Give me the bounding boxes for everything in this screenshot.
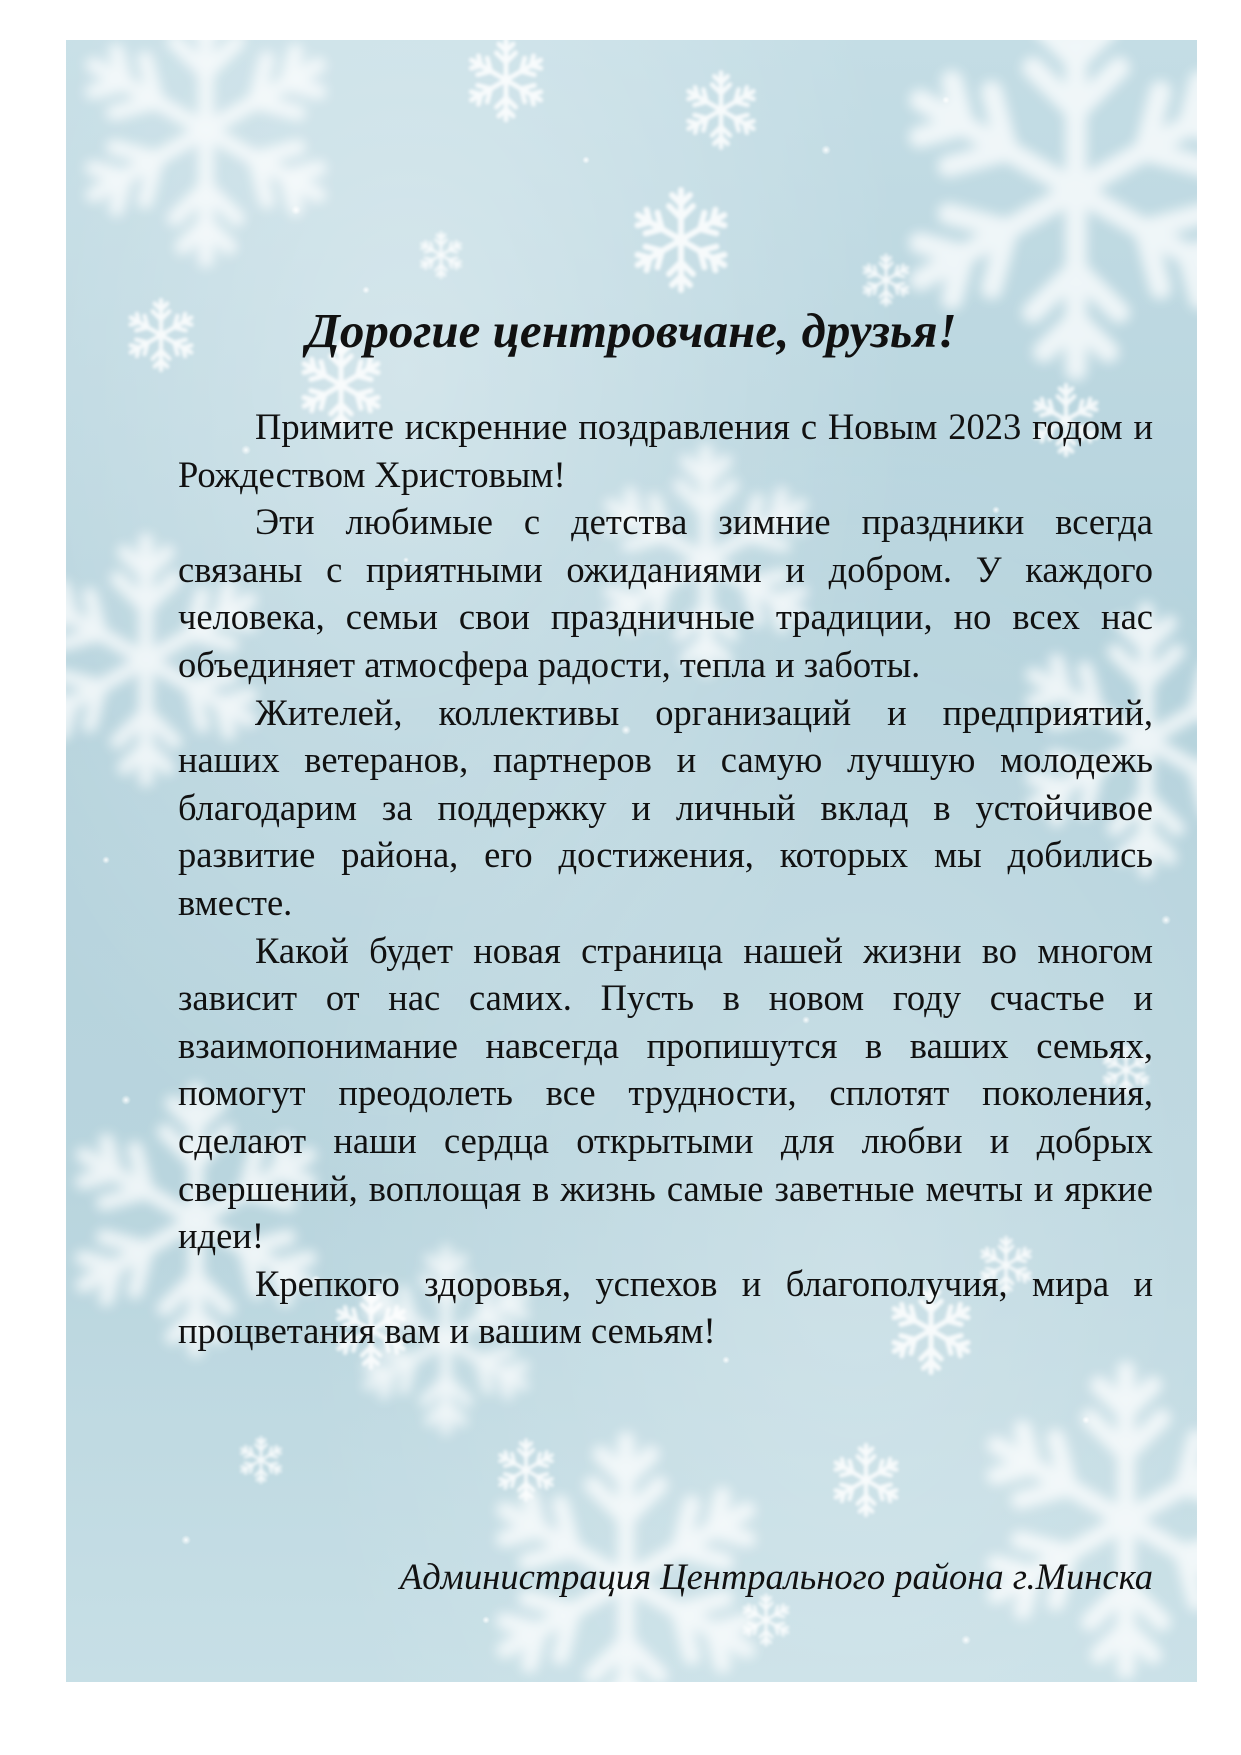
letter-signature: Администрация Центрального района г.Минска [399,1556,1153,1597]
paragraph-greeting: Примите искренние поздравления с Новым 2023 годом и Рождеством Христовым! [178,406,1153,495]
letter-content [66,40,1197,1682]
paragraph-wishes: Какой будет новая страница нашей жизни во многом зависит от нас самих. Пусть в новом году счастье и взаимопонимание навсегда пропишутся в ваших семьях, помогут преодолеть все трудности, сплотят поколения, сделают наши сердца открытыми для любви и добрых свершений, воплощая в жизнь самые заветные мечты и яркие идеи! [178,929,1153,1257]
paragraph-gratitude: Жителей, коллективы организаций и предприятий, наших ветеранов, партнеров и самую лучшую молодежь благодарим за поддержку и личный вклад в устойчивое развитие района, его достижения, которых мы добились вместе. [178,691,1153,923]
greeting-card [66,40,1197,1682]
letter-body [178,403,1153,1355]
paragraph-closing: Крепкого здоровья, успехов и благополучия, мира и процветания вам и вашим семьям! [178,1262,1153,1352]
paragraph-holidays: Эти любимые с детства зимние праздники всегда связаны с приятными ожиданиями и добром. У каждого человека, семьи свои праздничные традиции, но всех нас объединяет атмосфера радости, тепла и заботы. [178,501,1153,685]
letter-title: Дорогие центровчане, друзья! [306,303,957,358]
